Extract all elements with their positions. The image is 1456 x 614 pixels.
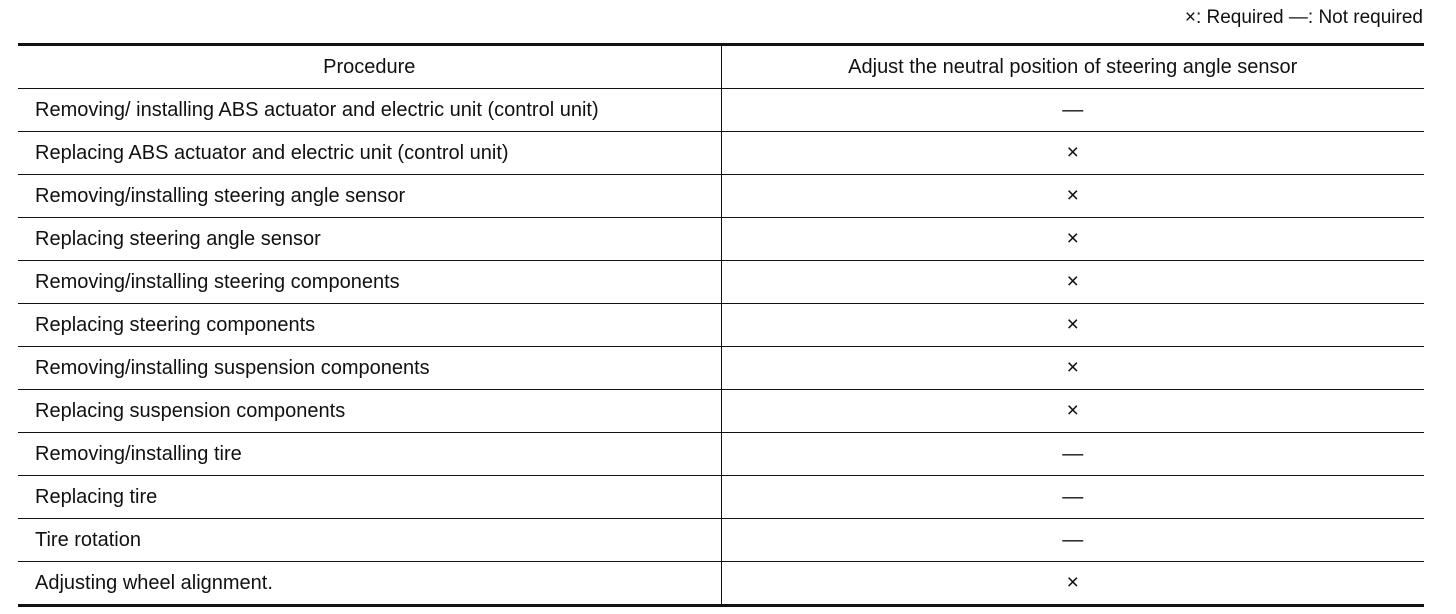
- requirement-cell: ×: [721, 175, 1424, 218]
- requirement-cell: ×: [721, 390, 1424, 433]
- requirement-cell: ×: [721, 347, 1424, 390]
- procedure-cell: Removing/ installing ABS actuator and electric unit (control unit): [18, 89, 721, 132]
- procedure-cell: Tire rotation: [18, 519, 721, 562]
- requirement-cell: ×: [721, 304, 1424, 347]
- requirement-cell: ×: [721, 132, 1424, 175]
- table-row: [18, 519, 1424, 562]
- procedure-table: [18, 43, 1424, 607]
- table-row: [18, 433, 1424, 476]
- procedure-cell: Replacing steering angle sensor: [18, 218, 721, 261]
- requirement-cell: —: [721, 476, 1424, 519]
- requirement-cell: —: [721, 433, 1424, 476]
- table-row: [18, 132, 1424, 175]
- requirement-cell: —: [1062, 98, 1084, 121]
- table-header-row: [18, 45, 1424, 89]
- procedure-cell: Adjusting wheel alignment.: [18, 562, 721, 606]
- legend-text: ×: Required —: Not required: [1184, 7, 1423, 28]
- procedure-cell: Removing/installing steering angle sensor: [18, 175, 721, 218]
- procedure-cell: Removing/installing steering components: [18, 261, 721, 304]
- table-row: [18, 261, 1424, 304]
- requirement-cell: —: [721, 519, 1424, 562]
- requirement-cell: ×: [721, 261, 1424, 304]
- procedure-cell: Replacing tire: [18, 476, 721, 519]
- requirement-cell: ×: [721, 218, 1424, 261]
- table-row: [18, 476, 1424, 519]
- table-row: [18, 89, 1424, 132]
- table-row: [18, 218, 1424, 261]
- table-row: [18, 347, 1424, 390]
- procedure-cell: Replacing ABS actuator and electric unit (control unit): [18, 132, 721, 175]
- header-adjust-neutral-position: Adjust the neutral position of steering angle sensor: [721, 45, 1424, 89]
- table-row: [18, 175, 1424, 218]
- procedure-cell: Removing/installing suspension components: [18, 347, 721, 390]
- table-row: [18, 390, 1424, 433]
- table-row: [18, 304, 1424, 347]
- header-procedure: Procedure: [18, 45, 721, 89]
- procedure-cell: Removing/installing tire: [18, 433, 721, 476]
- procedure-cell: Replacing steering components: [18, 304, 721, 347]
- procedure-cell: Replacing suspension components: [18, 390, 721, 433]
- requirement-cell: ×: [721, 562, 1424, 606]
- table-row: [18, 562, 1424, 606]
